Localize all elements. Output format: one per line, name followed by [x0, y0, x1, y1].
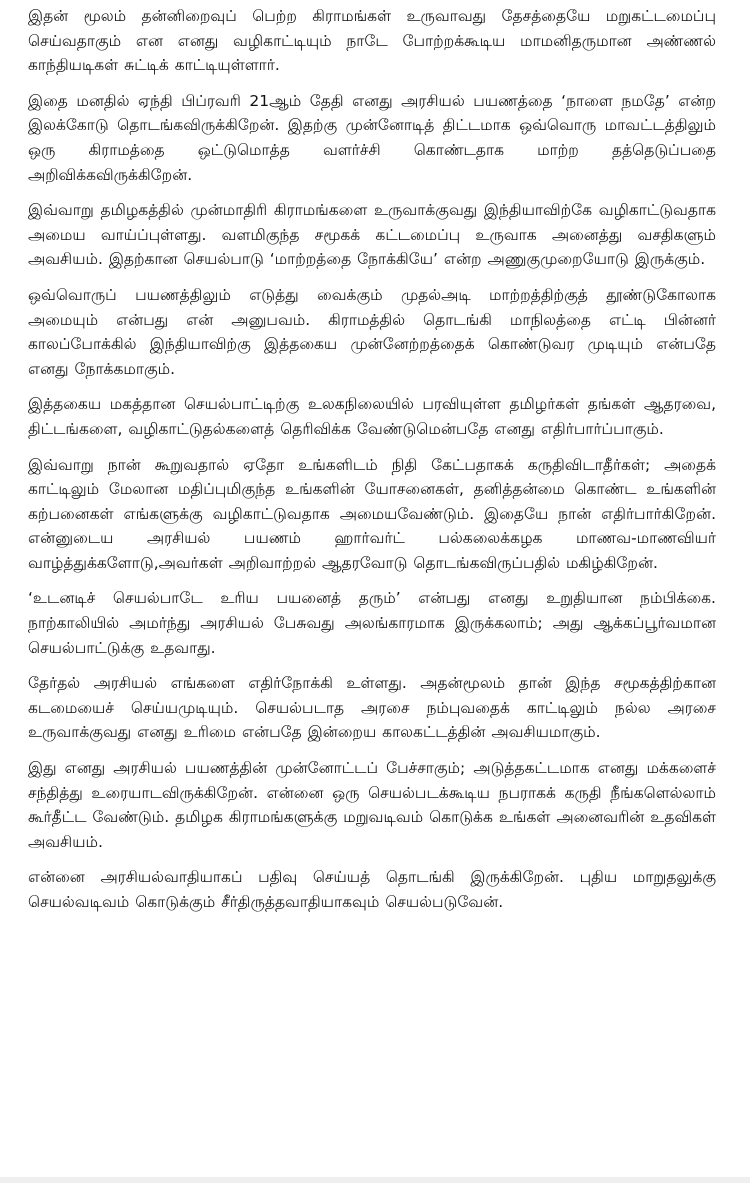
paragraph-3: இவ்வாறு தமிழகத்தில் முன்மாதிரி கிராமங்களை உருவாக்குவது இந்தியாவிற்கே வழிகாட்டுவதாக அமைய வாய்ப்புள்ளது. வளமிகுந்த சமூகக் கட்டமைப்பு உருவாக அனைத்து வசதிகளும் அவசியம். இதற்கான செயல்பாடு ‘மாற்றத்தை நோக்கியே’ என்ற அணுகுமுறையோடு இருக்கும்.	[28, 201, 716, 269]
paragraph-7: ‘உடனடிச் செயல்பாடே உரிய பயனைத் தரும்’ என்பது எனது உறுதியான நம்பிக்கை. நாற்காலியில் அமர்ந்து அரசியல் பேசுவது அலங்காரமாக இருக்கலாம்; அது ஆக்கப்பூர்வமான செயல்பாட்டுக்கு உதவாது.	[28, 589, 716, 657]
paragraph-4: ஒவ்வொருப் பயணத்திலும் எடுத்து வைக்கும் முதல்அடி மாற்றத்திற்குத் தூண்டுகோலாக அமையும் என்பது என் அனுபவம். கிராமத்தில் தொடங்கி மாநிலத்தை எட்டி பின்னர் காலப்போக்கில் இந்தியாவிற்கு இத்தகைய முன்னேற்றத்தைக் கொண்டுவர முடியும் என்பதே எனது நோக்கமாகும்.	[28, 285, 716, 378]
document-body	[28, 0, 716, 915]
paragraph-9: இது எனது அரசியல் பயணத்தின் முன்னோட்டப் பேச்சாகும்; அடுத்தகட்டமாக எனது மக்களைச் சந்தித்து உரையாடவிருக்கிறேன். என்னை ஒரு செயல்படக்கூடிய நபராகக் கருதி நீங்களெல்லாம் கூர்தீட்ட வேண்டும். தமிழக கிராமங்களுக்கு மறுவடிவம் கொடுக்க உங்கள் அனைவரின் உதவிகள் அவசியம்.	[28, 759, 716, 851]
paragraph-10: என்னை அரசியல்வாதியாகப் பதிவு செய்யத் தொடங்கி இருக்கிறேன். புதிய மாறுதலுக்கு செயல்வடிவம் கொடுக்கும் சீர்திருத்தவாதியாகவும் செயல்படுவேன்.	[28, 868, 716, 911]
paragraph-6: இவ்வாறு நான் கூறுவதால் ஏதோ உங்களிடம் நிதி கேட்பதாகக் கருதிவிடாதீர்கள்; அதைக் காட்டிலும் மேலான மதிப்புமிகுந்த உங்களின் யோசனைகள், தனித்தன்மை கொண்ட உங்களின் கற்பனைகள் எங்களுக்கு வழிகாட்டுவதாக அமையவேண்டும். இதையே நான் எதிர்பார்கிறேன். என்னுடைய அரசியல் பயணம் ஹார்வர்ட் பல்கலைக்கழக மாணவ-மாணவியர் வாழ்த்துக்களோடு,அவர்கள் அறிவாற்றல் ஆதரவோடு தொடங்கவிருப்பதில் மகிழ்கிறேன்.	[28, 455, 716, 572]
page-bottom-edge	[0, 1177, 750, 1183]
paragraph-5: இத்தகைய மகத்தான செயல்பாட்டிற்கு உலகநிலையில் பரவியுள்ள தமிழர்கள் தங்கள் ஆதரவை, திட்டங்களை, வழிகாட்டுதல்களைத் தெரிவிக்க வேண்டுமென்பதே எனது எதிர்பார்ப்பாகும்.	[28, 395, 716, 438]
paragraph-8: தேர்தல் அரசியல் எங்களை எதிர்நோக்கி உள்ளது. அதன்மூலம் தான் இந்த சமூகத்திற்கான கடமையைச் செய்யமுடியும். செயல்படாத அரசை நம்புவதைக் காட்டிலும் நல்ல அரசை உருவாக்குவது எனது உரிமை என்பதே இன்றைய காலகட்டத்தின் அவசியமாகும்.	[28, 674, 716, 742]
paragraph-1: இதன் மூலம் தன்னிறைவுப் பெற்ற கிராமங்கள் உருவாவது தேசத்தையே மறுகட்டமைப்பு செய்வதாகும் என எனது வழிகாட்டியும் நாடே போற்றக்கூடிய மாமனிதருமான அண்ணல் காந்தியடிகள் சுட்டிக் காட்டியுள்ளார்.	[28, 7, 716, 75]
paragraph-2: இதை மனதில் ஏந்தி பிப்ரவரி 21ஆம் தேதி எனது அரசியல் பயணத்தை ‘நாளை நமதே’ என்ற இலக்கோடு தொடங்கவிருக்கிறேன். இதற்கு முன்னோடித் திட்டமாக ஒவ்வொரு மாவட்டத்திலும் ஒரு கிராமத்தை ஒட்டுமொத்த வளர்ச்சி கொண்டதாக மாற்ற தத்தெடுப்பதை அறிவிக்கவிருக்கிறேன்.	[28, 91, 716, 184]
